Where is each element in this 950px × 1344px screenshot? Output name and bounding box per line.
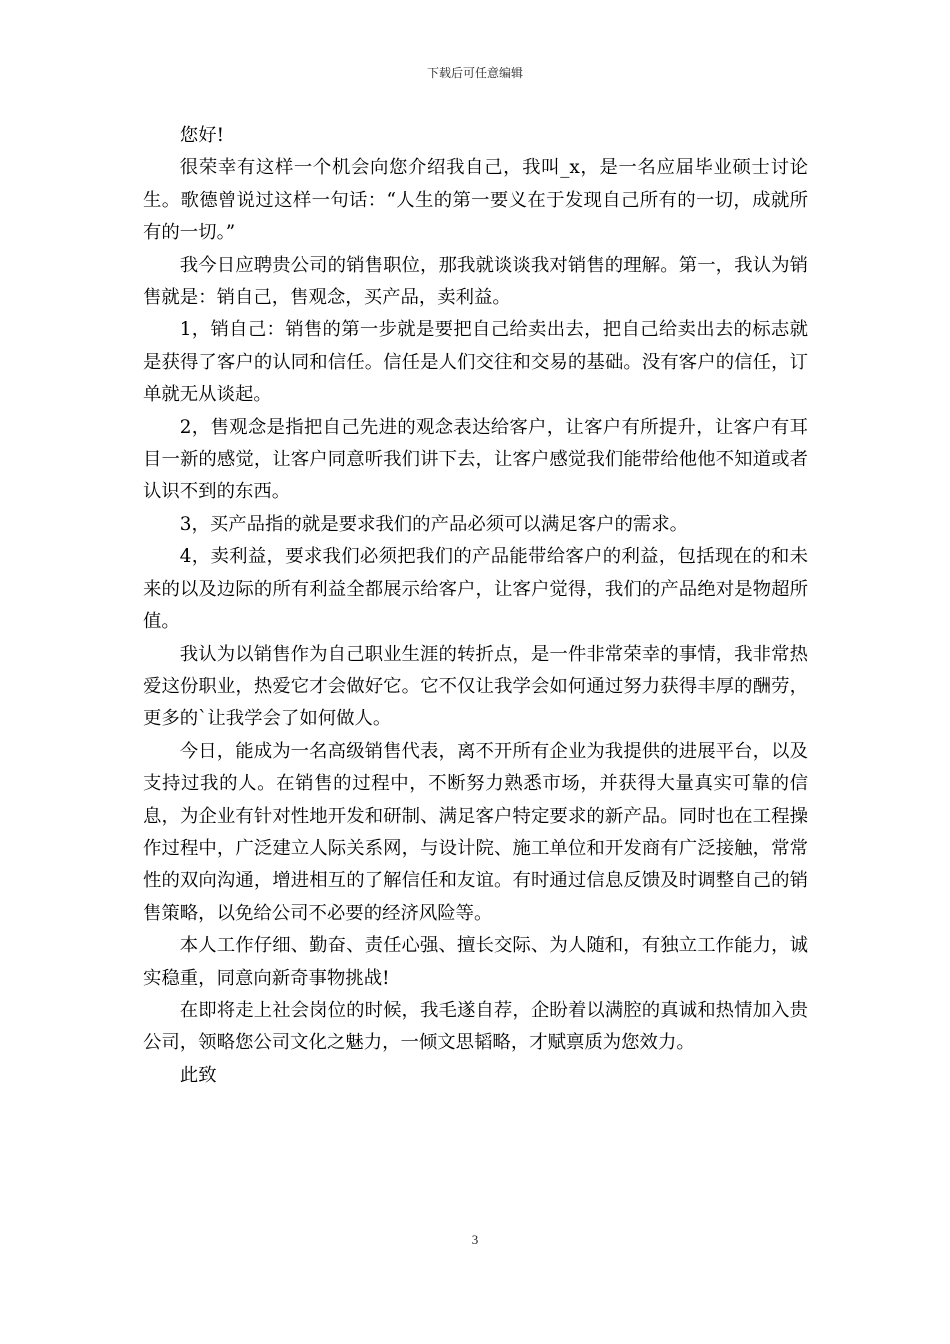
paragraph-intro: 很荣幸有这样一个机会向您介绍我自己，我叫_x，是一名应届毕业硕士讨论生。歌德曾说过这样一句话：“人生的第一要义在于发现自己所有的一切，成就所有的一切。” (143, 157, 808, 244)
page-header: 下载后可任意编辑 (426, 66, 523, 80)
paragraph-point-3: 3，买产品指的就是要求我们的产品必须可以满足客户的需求。 (179, 513, 689, 535)
greeting: 您好! (179, 125, 224, 146)
letter-body (143, 120, 808, 1092)
paragraph-experience: 今日，能成为一名高级销售代表，离不开所有企业为我提供的进展平台，以及支持过我的人。在销售的过程中，不断努力熟悉市场，并获得大量真实可靠的信息，为企业有针对性地开发和研制、满足客户特定要求的新产品。同时也在工程操作过程中，广泛建立人际关系网，与设计院、施工单位和开发商有广泛接触，常常性的双向沟通，增进相互的了解信任和友谊。有时通过信息反馈及时调整自己的销售策略，以免给公司不必要的经济风险等。 (143, 740, 808, 924)
salutation-closing: 此致 (179, 1064, 217, 1086)
paragraph-point-4: 4，卖利益，要求我们必须把我们的产品能带给客户的利益，包括现在的和未来的以及边际的所有利益全都展示给客户，让客户觉得，我们的产品绝对是物超所值。 (143, 546, 808, 633)
paragraph-qualities: 本人工作仔细、勤奋、责任心强、擅长交际、为人随和，有独立工作能力，诚实稳重，同意向新奇事物挑战! (143, 935, 808, 989)
page-number: 3 (471, 1232, 479, 1247)
paragraph-position: 我今日应聘贵公司的销售职位，那我就谈谈我对销售的理解。第一，我认为销售就是：销自己，售观念，买产品，卖利益。 (143, 254, 808, 309)
paragraph-closing: 在即将走上社会岗位的时候，我毛遂自荐，企盼着以满腔的真诚和热情加入贵公司，领略您公司文化之魅力，一倾文思韬略，才赋禀质为您效力。 (143, 999, 808, 1054)
paragraph-point-1: 1，销自己：销售的第一步就是要把自己给卖出去，把自己给卖出去的标志就是获得了客户的认同和信任。信任是人们交往和交易的基础。没有客户的信任，订单就无从谈起。 (143, 319, 808, 406)
paragraph-point-2: 2，售观念是指把自己先进的观念表达给客户，让客户有所提升，让客户有耳目一新的感觉，让客户同意听我们讲下去，让客户感觉我们能带给他他不知道或者认识不到的东西。 (143, 416, 808, 503)
paragraph-career: 我认为以销售作为自己职业生涯的转折点，是一件非常荣幸的事情，我非常热爱这份职业，热爱它才会做好它。它不仅让我学会如何通过努力获得丰厚的酬劳，更多的`让我学会了如何做人。 (143, 643, 808, 730)
